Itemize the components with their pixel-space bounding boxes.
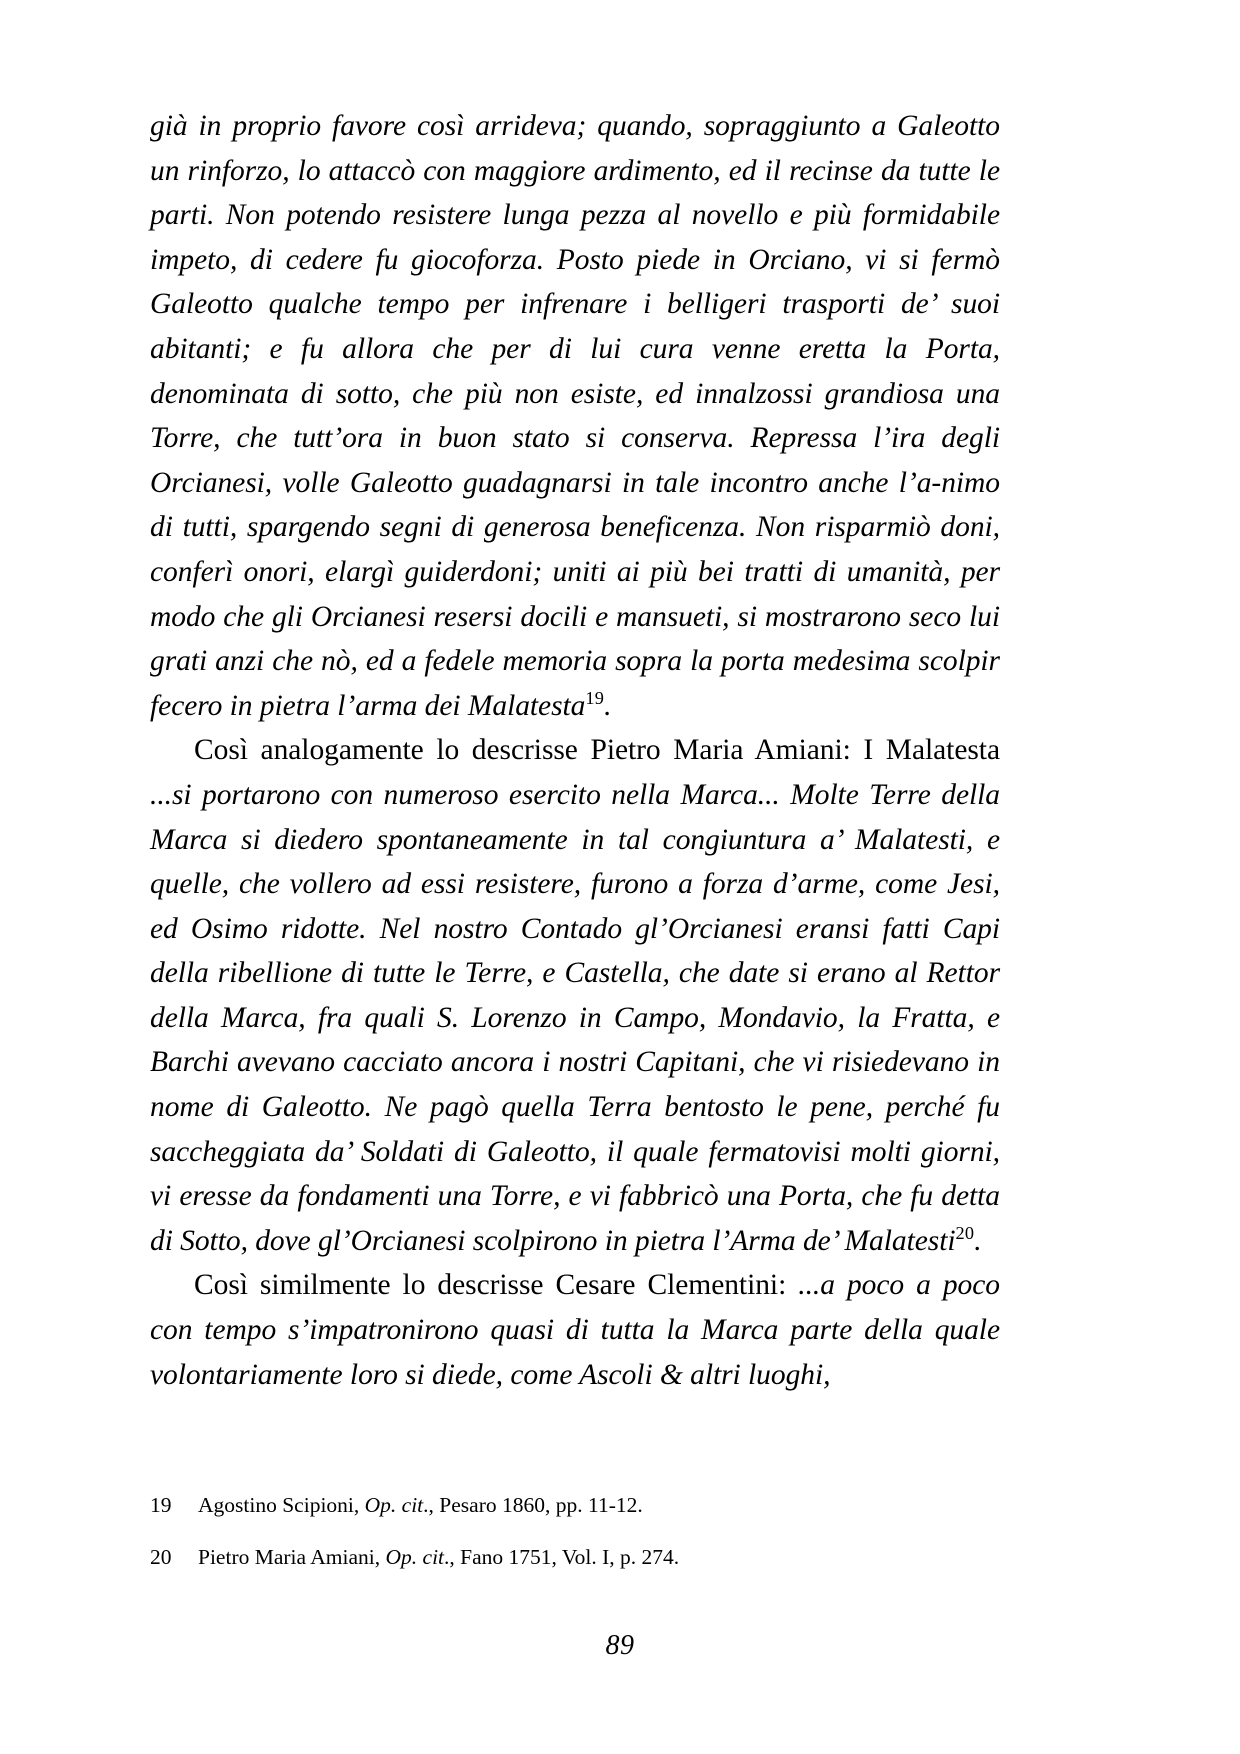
footnote-opcit: Op. cit	[364, 1493, 424, 1517]
footnote-item	[150, 1490, 1010, 1520]
footnote-reference: ., Fano 1751, Vol. I, p. 274.	[444, 1545, 680, 1569]
paragraph-amiani-tail: .	[974, 1224, 982, 1257]
paragraph-continuation-text: già in proprio favore così arrideva; quando, sopraggiunto a Galeotto un rinforzo, lo attaccò con maggiore ardimento, ed il recinse da tutte le parti. Non potendo resistere lunga pezza al novello e più formidabile impeto, di cedere fu giocoforza. Posto piede in Orciano, vi si fermò Galeotto qualche tempo per infrenare i belligeri trasporti de’ suoi abitanti; e fu allora che per di lui cura venne eretta la Porta, denominata di sotto, che più non esiste, ed innalzossi grandiosa una Torre, che tutt’ora in buon stato si conserva. Repressa l’ira degli Orcianesi, volle Galeotto guadagnarsi in tale incontro anche l’a-nimo di tutti, spargendo segni di generosa beneficenza. Non risparmiò doni, conferì onori, elargì guiderdoni; uniti ai più bei tratti di umanità, per modo che gli Orcianesi resersi docili e mansueti, si mostrarono seco lui grati anzi che nò, ed a fedele memoria sopra la porta medesima scolpir fecero in pietra l’arma dei Malatesta	[150, 110, 1000, 722]
footnote-section	[150, 1490, 1010, 1594]
paragraph-continuation	[150, 104, 1000, 728]
footnote-author: Agostino Scipioni,	[198, 1493, 365, 1517]
footnote-reference: ., Pesaro 1860, pp. 11-12.	[423, 1493, 643, 1517]
paragraph-clementini-quote: ...a poco a poco con tempo s’impatronirono quasi di tutta la Marca parte della quale volontariamente loro si diede, come Ascoli & altri luoghi,	[150, 1269, 1000, 1391]
footnote-marker-19[interactable]: 19	[585, 687, 605, 708]
footnote-author: Pietro Maria Amiani,	[198, 1545, 386, 1569]
paragraph-amiani-quote: ...si portarono con numeroso esercito nella Marca... Molte Terre della Marca si diedero spontaneamente in tal congiuntura a’ Malatesti, e quelle, che vollero ad essi resistere, furono a forza d’arme, come Jesi, ed Osimo ridotte. Nel nostro Contado gl’Orcianesi eransi fatti Capi della ribellione di tutte le Terre, e Castella, che date si erano al Rettor della Marca, fra quali S. Lorenzo in Campo, Mondavio, la Fratta, e Barchi avevano cacciato ancora i nostri Capitani, che vi risiedevano in nome di Galeotto. Ne pagò quella Terra bentosto le pene, perché fu saccheggiata da’ Soldati di Galeotto, il quale fermatovisi molti giorni, vi eresse da fondamenti una Torre, e vi fabbricò una Porta, che fu detta di Sotto, dove gl’Orcianesi scolpirono in pietra l’Arma de’ Malatesti	[150, 778, 1000, 1257]
footnote-text	[198, 1542, 1010, 1572]
paragraph-amiani-lead: Così analogamente lo descrisse Pietro Maria Amiani: I Malatesta	[194, 734, 1000, 767]
paragraph-clementini	[150, 1263, 1000, 1397]
body-text-block	[150, 104, 1000, 1397]
paragraph-amiani	[150, 728, 1000, 1263]
footnote-item	[150, 1542, 1010, 1572]
footnote-opcit: Op. cit	[385, 1545, 445, 1569]
page-number: 89	[605, 1630, 635, 1661]
footnote-text	[198, 1490, 1010, 1520]
footnote-marker-20[interactable]: 20	[955, 1223, 975, 1244]
paragraph-continuation-tail: .	[604, 689, 612, 722]
footnote-number: 19	[150, 1493, 172, 1517]
paragraph-clementini-lead: Così similmente lo descrisse Cesare Clementini:	[194, 1269, 799, 1302]
footnote-number: 20	[150, 1545, 172, 1569]
